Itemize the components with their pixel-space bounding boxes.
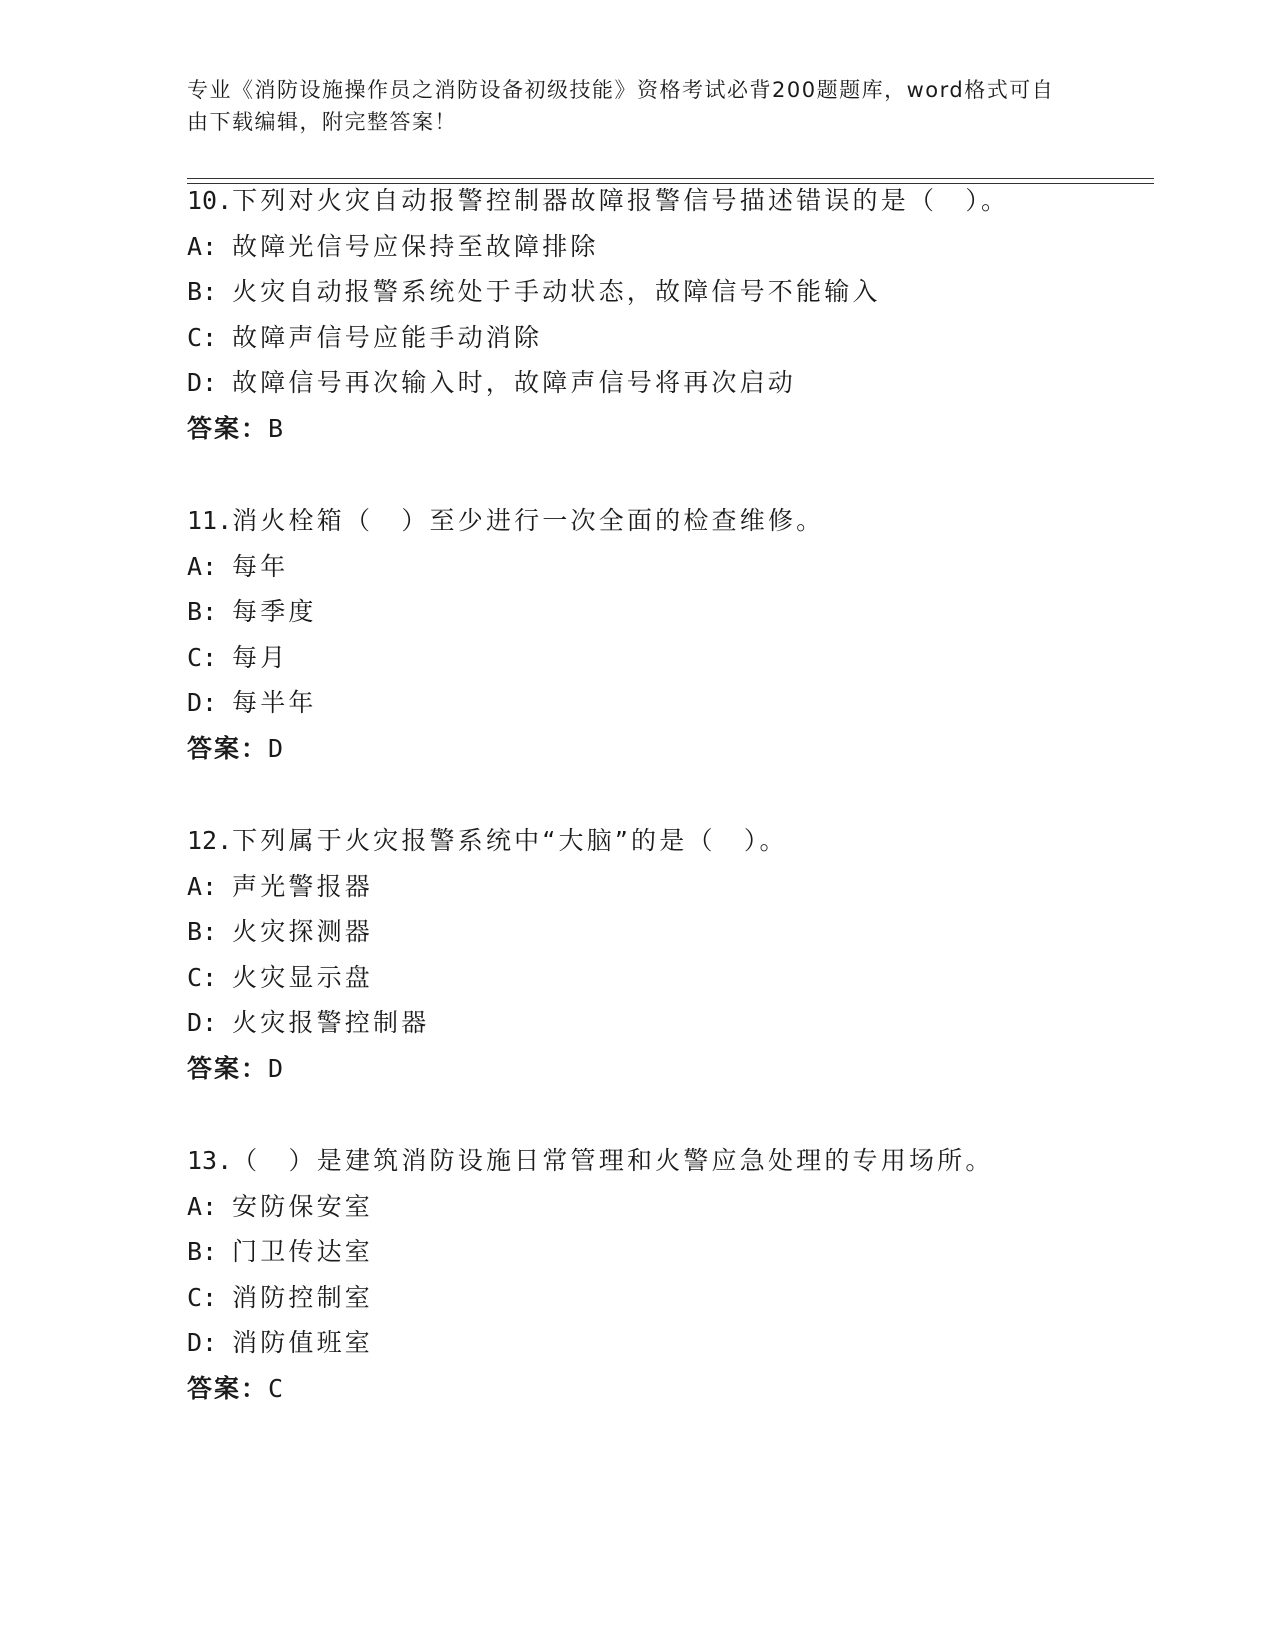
question-11 <box>187 498 1147 771</box>
answer-label: 答案： <box>187 1053 269 1083</box>
question-number: 13. <box>187 1146 233 1175</box>
question-stem <box>187 178 1147 224</box>
answer-value: B <box>268 413 286 443</box>
answer-line <box>187 1046 1147 1092</box>
answer-label: 答案： <box>187 1373 269 1403</box>
option-letter: C: <box>187 642 218 672</box>
option-c <box>187 635 1147 681</box>
question-text: （ ）是建筑消防设施日常管理和火警应急处理的专用场所。 <box>232 1146 994 1175</box>
answer-value: C <box>268 1373 286 1403</box>
answer-line <box>187 406 1147 452</box>
option-text: 每季度 <box>232 597 317 626</box>
option-text: 故障声信号应能手动消除 <box>232 322 543 352</box>
option-letter: B: <box>187 597 218 626</box>
option-text: 每月 <box>232 642 289 672</box>
question-text: 下列对火灾自动报警控制器故障报警信号描述错误的是（ ）。 <box>232 186 1010 215</box>
question-13 <box>187 1138 1147 1411</box>
option-b <box>187 589 1147 635</box>
option-text: 消防值班室 <box>232 1328 374 1357</box>
option-a <box>187 224 1147 270</box>
option-text: 门卫传达室 <box>232 1237 374 1266</box>
document-intro: 专业《消防设施操作员之消防设备初级技能》资格考试必背200题题库，word格式可自由下载编辑，附完整答案！ <box>187 78 1055 134</box>
answer-label: 答案： <box>187 413 269 443</box>
option-text: 每半年 <box>232 688 317 717</box>
answer-label: 答案： <box>187 733 269 763</box>
option-d <box>187 360 1147 406</box>
option-text: 故障信号再次输入时，故障声信号将再次启动 <box>232 368 797 397</box>
answer-value: D <box>268 733 286 763</box>
option-text: 安防保安室 <box>232 1191 374 1221</box>
option-text: 故障光信号应保持至故障排除 <box>232 231 599 261</box>
question-number: 10. <box>187 186 233 215</box>
option-text: 消防控制室 <box>232 1282 374 1312</box>
option-d <box>187 1320 1147 1366</box>
question-text: 消火栓箱（ ）至少进行一次全面的检查维修。 <box>232 506 825 535</box>
option-letter: C: <box>187 962 218 992</box>
question-text: 下列属于火灾报警系统中“大脑”的是（ ）。 <box>232 826 788 855</box>
option-c <box>187 1275 1147 1321</box>
option-a <box>187 1184 1147 1230</box>
answer-line <box>187 1366 1147 1412</box>
option-letter: B: <box>187 277 218 306</box>
option-letter: A: <box>187 1191 218 1221</box>
option-letter: A: <box>187 551 218 581</box>
option-letter: B: <box>187 917 218 946</box>
option-letter: D: <box>187 688 218 717</box>
option-text: 火灾报警控制器 <box>232 1008 430 1037</box>
option-c <box>187 955 1147 1001</box>
option-text: 火灾显示盘 <box>232 962 374 992</box>
option-letter: D: <box>187 1328 218 1357</box>
option-letter: C: <box>187 1282 218 1312</box>
option-a <box>187 544 1147 590</box>
option-letter: D: <box>187 1008 218 1037</box>
option-letter: A: <box>187 871 218 901</box>
question-10 <box>187 178 1147 451</box>
option-text: 声光警报器 <box>232 871 374 901</box>
option-d <box>187 1000 1147 1046</box>
option-letter: B: <box>187 1237 218 1266</box>
question-stem <box>187 818 1147 864</box>
option-text: 每年 <box>232 551 289 581</box>
option-letter: A: <box>187 231 218 261</box>
option-d <box>187 680 1147 726</box>
option-a <box>187 864 1147 910</box>
answer-line <box>187 726 1147 772</box>
option-text: 火灾自动报警系统处于手动状态，故障信号不能输入 <box>232 277 881 306</box>
option-text: 火灾探测器 <box>232 917 374 946</box>
option-b <box>187 269 1147 315</box>
answer-value: D <box>268 1053 286 1083</box>
option-c <box>187 315 1147 361</box>
option-b <box>187 1229 1147 1275</box>
question-number: 12. <box>187 826 233 855</box>
question-stem <box>187 1138 1147 1184</box>
option-b <box>187 909 1147 955</box>
option-letter: D: <box>187 368 218 397</box>
question-stem <box>187 498 1147 544</box>
question-12 <box>187 818 1147 1091</box>
question-number: 11. <box>187 506 233 535</box>
option-letter: C: <box>187 322 218 352</box>
